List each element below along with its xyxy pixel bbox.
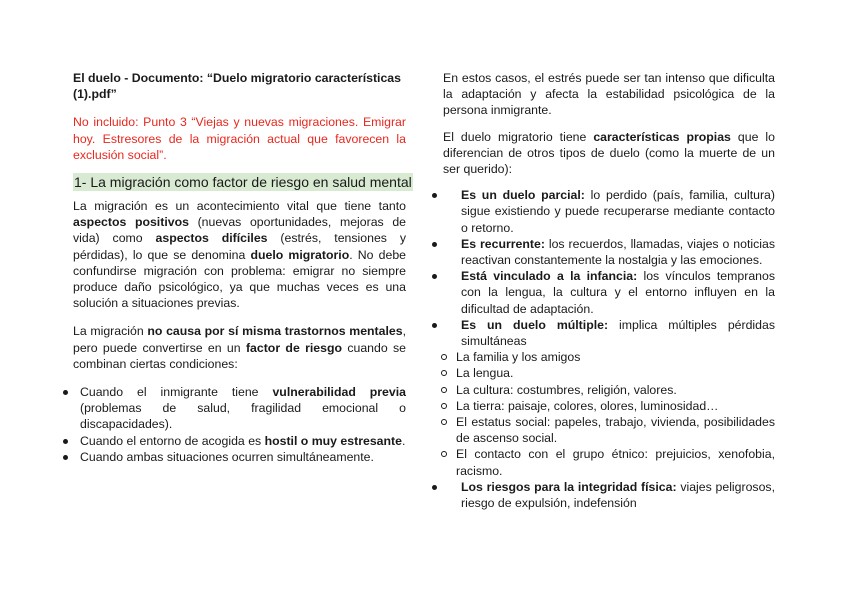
list-item: Es un duelo parcial: lo perdido (país, familia, cultura) sigue existiendo y puede recuperarse mediante contacto o retorno. — [443, 187, 775, 236]
sub-list-item: El contacto con el grupo étnico: prejuicios, xenofobia, racismo. — [443, 446, 775, 478]
list-item: Está vinculado a la infancia: los vínculos tempranos con la lengua, la cultura y el entorno influyen en la dificultad de adaptación. — [443, 268, 775, 317]
physical-risks-list — [443, 479, 775, 511]
list-item: Los riesgos para la integridad física: viajes peligrosos, riesgo de expulsión, indefensión — [443, 479, 775, 511]
list-item: Es recurrente: los recuerdos, llamadas, viajes o noticias reactivan constantemente la nostalgia y las emociones. — [443, 236, 775, 268]
section-heading: 1- La migración como factor de riesgo en salud mental — [74, 174, 412, 191]
stress-paragraph: En estos casos, el estrés puede ser tan intenso que dificulta la adaptación y afecta la estabilidad psicológica de la persona inmigrante. — [443, 71, 775, 118]
excluded-note: No incluido: Punto 3 “Viejas y nuevas migraciones. Emigrar hoy. Estresores de la migración actual que favorecen la exclusión social”. — [73, 115, 406, 162]
characteristics-list — [443, 187, 775, 349]
list-item: Es un duelo múltiple: implica múltiples pérdidas simultáneas — [443, 317, 775, 349]
document-title: El duelo - Documento: “Duelo migratorio características (1).pdf” — [73, 71, 401, 102]
sub-list-item: La familia y los amigos — [443, 349, 775, 365]
sub-list-item: La lengua. — [443, 365, 775, 381]
conditions-list — [73, 384, 406, 465]
losses-sublist — [443, 349, 775, 479]
list-item: Cuando ambas situaciones ocurren simultáneamente. — [73, 449, 406, 465]
risk-paragraph: La migración no causa por sí misma trastornos mentales, pero puede convertirse en un factor de riesgo cuando se combinan ciertas condiciones: — [73, 324, 406, 371]
sub-list-item: La tierra: paisaje, colores, olores, luminosidad… — [443, 398, 775, 414]
list-item: Cuando el inmigrante tiene vulnerabilidad previa (problemas de salud, fragilidad emocional o discapacidades). — [73, 384, 406, 433]
sub-list-item: La cultura: costumbres, religión, valores. — [443, 382, 775, 398]
intro-paragraph: La migración es un acontecimiento vital que tiene tanto aspectos positivos (nuevas oportunidades, mejoras de vida) como aspectos difíciles (estrés, tensiones y pérdidas), lo que se denomina duelo migratorio. No debe confundirse migración con problema: emigrar no siempre produce daño psicológico, ya que muchas veces es una solución a situaciones previas. — [73, 199, 407, 311]
characteristics-paragraph: El duelo migratorio tiene características propias que lo diferencian de otros tipos de duelo (como la muerte de un ser querido): — [443, 129, 775, 177]
sub-list-item: El estatus social: papeles, trabajo, vivienda, posibilidades de ascenso social. — [443, 414, 775, 446]
list-item: Cuando el entorno de acogida es hostil o muy estresante. — [73, 433, 406, 449]
right-column — [443, 70, 775, 511]
left-column — [73, 70, 412, 465]
